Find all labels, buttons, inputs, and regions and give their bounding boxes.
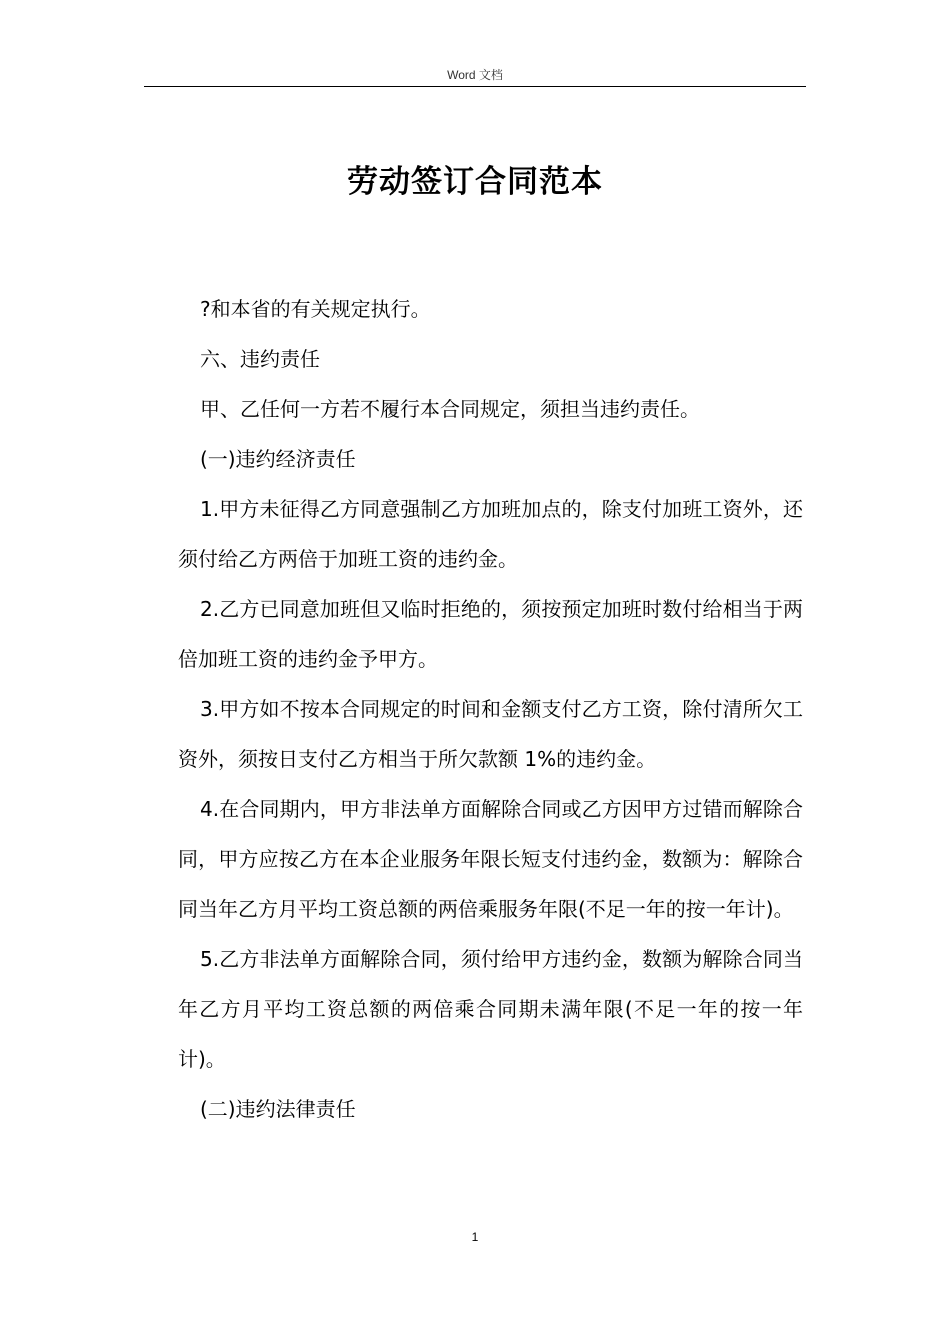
section-heading: 六、违约责任 bbox=[200, 347, 320, 371]
clause-item: 5.乙方非法单方面解除合同，须付给甲方违约金，数额为解除合同当年乙方月平均工资总额的两倍乘合同期未满年限(不足一年的按一年计)。 bbox=[178, 947, 803, 1071]
header-divider bbox=[144, 86, 806, 87]
subsection-heading: (一)违约经济责任 bbox=[200, 447, 356, 471]
clause-item: 2.乙方已同意加班但又临时拒绝的，须按预定加班时数付给相当于两倍加班工资的违约金予甲方。 bbox=[178, 597, 803, 671]
document-body bbox=[178, 284, 803, 1134]
clause-item: 4.在合同期内，甲方非法单方面解除合同或乙方因甲方过错而解除合同，甲方应按乙方在本企业服务年限长短支付违约金，数额为：解除合同当年乙方月平均工资总额的两倍乘服务年限(不足一年的按一年计)。 bbox=[178, 797, 803, 921]
subsection-heading: (二)违约法律责任 bbox=[200, 1097, 356, 1121]
page-number: 1 bbox=[471, 1230, 479, 1244]
page-header-label: Word 文档 bbox=[447, 68, 503, 82]
clause-item: 1.甲方未征得乙方同意强制乙方加班加点的，除支付加班工资外，还须付给乙方两倍于加班工资的违约金。 bbox=[178, 497, 803, 571]
paragraph: ?和本省的有关规定执行。 bbox=[200, 297, 431, 321]
clause-item: 3.甲方如不按本合同规定的时间和金额支付乙方工资，除付清所欠工资外，须按日支付乙方相当于所欠款额 1%的违约金。 bbox=[178, 697, 803, 771]
document-title: 劳动签订合同范本 bbox=[347, 164, 603, 200]
paragraph: 甲、乙任何一方若不履行本合同规定，须担当违约责任。 bbox=[200, 397, 700, 421]
